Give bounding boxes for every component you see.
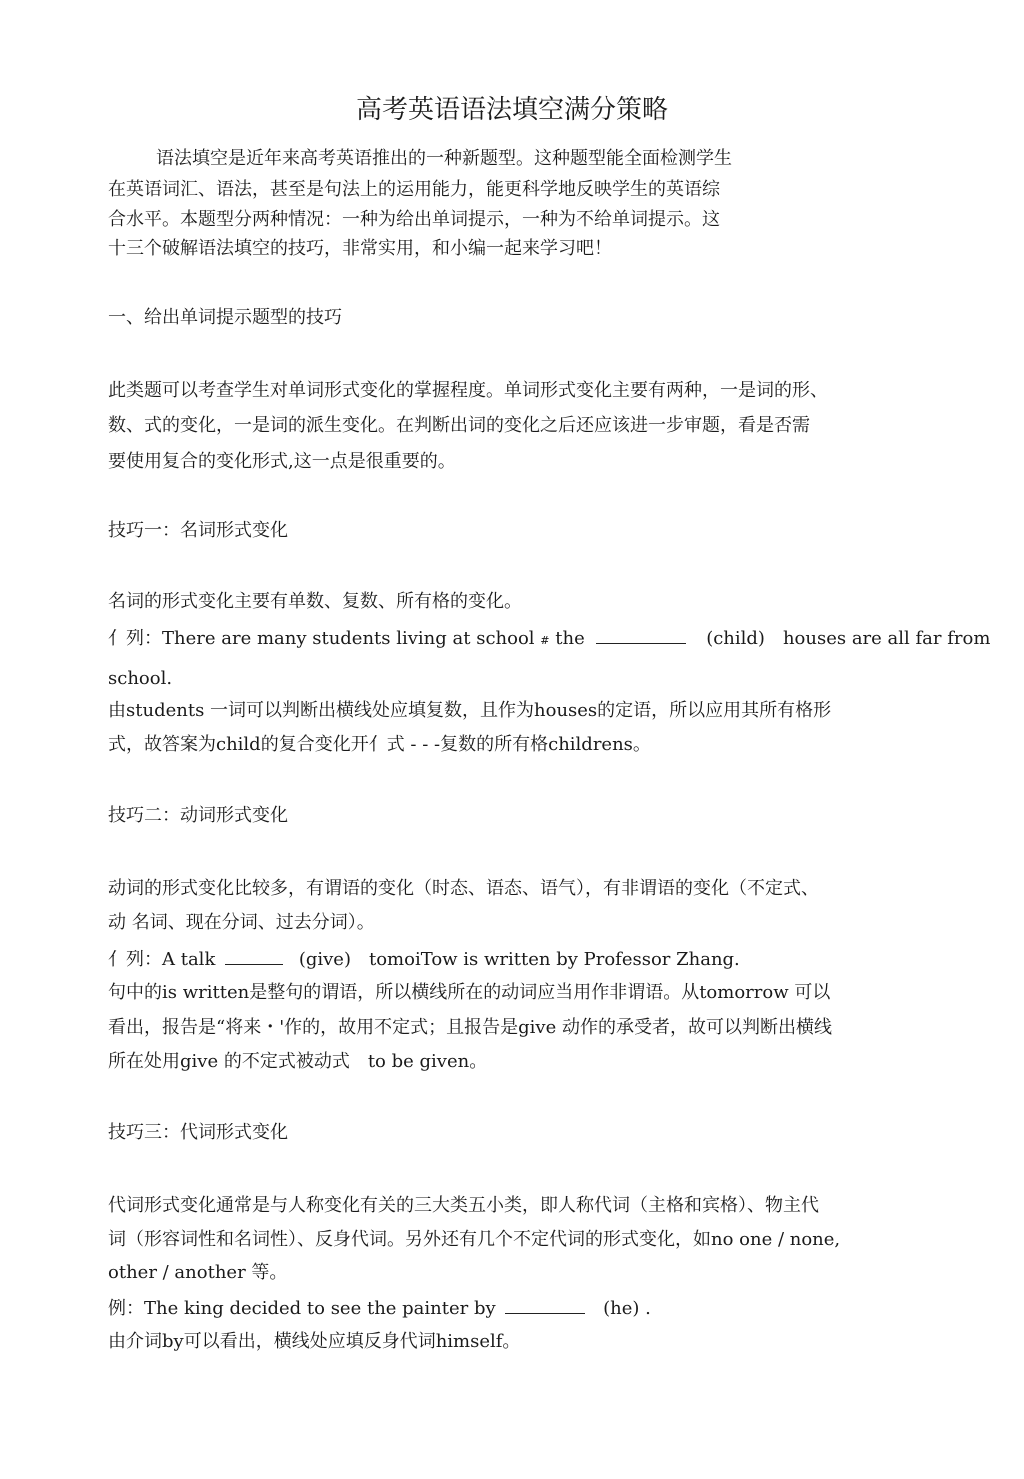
example-line bbox=[108, 946, 740, 972]
explanation-line: 由介词by可以看出，横线处应填反身代词himself。 bbox=[108, 1331, 521, 1352]
tip-description: 词（形容词性和名词性）、反身代词。另外还有几个不定代词的形式变化，如no one / none, bbox=[108, 1229, 841, 1250]
answer-blank bbox=[505, 1295, 585, 1314]
example-text: 例：The king decided to see the painter by bbox=[108, 1298, 496, 1319]
answer-blank bbox=[225, 946, 283, 965]
tip-description: 名词的形式变化主要有单数、复数、所有格的变化。 bbox=[108, 591, 522, 612]
example-text: 亻列：A talk bbox=[108, 949, 216, 970]
paragraph-line: 数、式的变化，一是词的派生变化。在判断出词的变化之后还应该进一步审题，看是否需 bbox=[108, 415, 810, 436]
answer-blank bbox=[596, 625, 686, 644]
tip-heading: 技巧一：名词形式变化 bbox=[108, 520, 288, 541]
example-text: (give) tomoiTow is written by Professor Zhang. bbox=[298, 949, 740, 970]
explanation-line: 由students 一词可以判断出横线处应填复数，且作为houses的定语，所以应用其所有格形 bbox=[108, 700, 832, 721]
tip-heading: 技巧三：代词形式变化 bbox=[108, 1122, 288, 1143]
section-heading: 一、给出单词提示题型的技巧 bbox=[108, 307, 342, 328]
explanation-line: 看出，报告是“将来・'作的，故用不定式；且报告是give 动作的承受者，故可以判断出横线 bbox=[108, 1017, 832, 1038]
intro-line: 语法填空是近年来高考英语推出的一种新题型。这种题型能全面检测学生 bbox=[156, 148, 732, 169]
document-title: 高考英语语法填空满分策略 bbox=[355, 95, 668, 125]
example-text: (child) houses are all far from bbox=[706, 628, 991, 649]
example-line bbox=[108, 1295, 651, 1321]
tip-description: other / another 等。 bbox=[108, 1262, 288, 1283]
example-text: (he) . bbox=[603, 1298, 651, 1319]
intro-line: 十三个破解语法填空的技巧，非常实用，和小编一起来学习吧！ bbox=[108, 238, 612, 259]
explanation-line: 句中的is written是整句的谓语，所以横线所在的动词应当用作非谓语。从tomorrow 可以 bbox=[108, 982, 831, 1003]
intro-line: 合水平。本题型分两种情况：一种为给出单词提示，一种为不给单词提示。这 bbox=[108, 209, 720, 230]
tip-heading: 技巧二：动词形式变化 bbox=[108, 805, 288, 826]
example-text: the bbox=[555, 628, 585, 649]
intro-line: 在英语词汇、语法，甚至是句法上的运用能力，能更科学地反映学生的英语综 bbox=[108, 179, 720, 200]
explanation-line: 式，故答案为child的复合变化开亻式 - - -复数的所有格childrens。 bbox=[108, 734, 651, 755]
example-line: school. bbox=[108, 668, 173, 689]
tip-description: 动词的形式变化比较多，有谓语的变化（时态、语态、语气），有非谓语的变化（不定式、 bbox=[108, 878, 819, 899]
example-line bbox=[108, 625, 990, 653]
example-text: 亻列：There are many students living at school bbox=[108, 628, 535, 649]
explanation-line: 所在处用give 的不定式被动式 to be given。 bbox=[108, 1051, 488, 1072]
tip-description: 代词形式变化通常是与人称变化有关的三大类五小类，即人称代词（主格和宾格）、物主代 bbox=[108, 1195, 819, 1216]
paragraph-line: 要使用复合的变化形式,这一点是很重要的。 bbox=[108, 451, 456, 472]
paragraph-line: 此类题可以考查学生对单词形式变化的掌握程度。单词形式变化主要有两种，一是词的形、 bbox=[108, 380, 828, 401]
example-mark: # bbox=[540, 634, 550, 647]
tip-description: 动 名词、现在分词、过去分词）。 bbox=[108, 912, 375, 933]
